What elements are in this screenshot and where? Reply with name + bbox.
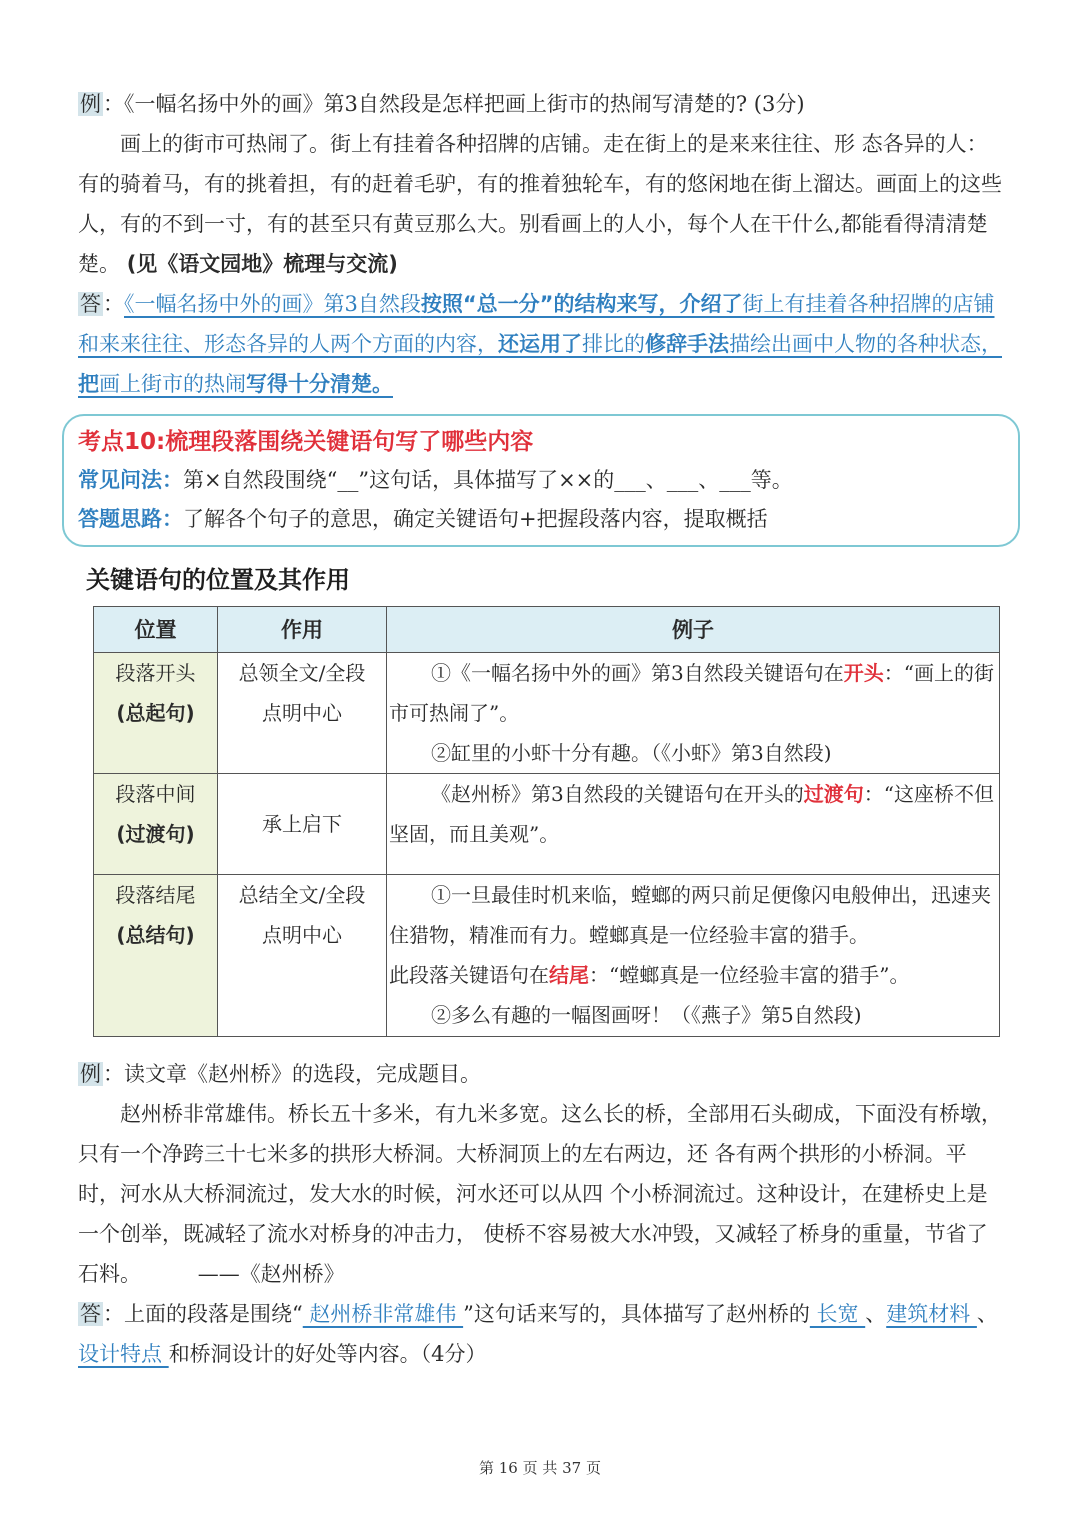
example-highlight: 开头 [843, 661, 884, 685]
position-type: (过渡句) [116, 822, 195, 846]
position-cell [94, 653, 218, 774]
answer-text: ：上面的段落是围绕“ [103, 1302, 303, 1326]
example1-question-text: ：《一幅名扬中外的画》第3自然段是怎样把画上街市的热闹写清楚的? (3分) [103, 92, 805, 116]
example1-question [78, 84, 1004, 124]
example-text: ：“这座桥不但坚固，而且美观”。 [389, 782, 994, 846]
role-line: 点明中心 [262, 923, 342, 947]
example-cell [387, 875, 1000, 1037]
table-row [94, 875, 1000, 1037]
answer-keyword: 按照“总一分”的结构来写，介绍了 [420, 292, 743, 316]
answer-blank: 建筑材料 [886, 1302, 977, 1326]
example-text: 《赵州桥》第3自然段的关键语句在开头的 [431, 782, 804, 806]
header-role: 作用 [218, 607, 387, 653]
answer-part: 画上街市的热闹 [99, 372, 246, 396]
answer-keyword: 修辞手法 [645, 332, 729, 356]
kaodian-question-text: 第×自然段围绕“__”这句话，具体描写了××的___、___、___等。 [183, 468, 793, 492]
role-line: 总领全文/全段 [238, 661, 366, 685]
kaodian-question-line [78, 460, 793, 500]
position-type: (总起句) [116, 701, 195, 725]
answer-part: 《一幅名扬中外的画》第3自然段 [124, 292, 421, 316]
table-heading: 关键语句的位置及其作用 [86, 566, 350, 594]
answer-text: 、 [976, 1302, 998, 1326]
header-example: 例子 [387, 607, 1000, 653]
position-cell [94, 774, 218, 875]
example1-source-note: (见《语文园地》梳理与交流) [126, 252, 398, 276]
example-line [389, 774, 995, 854]
answer-part: 街上有挂着各种招牌的店铺和来来往往、形态各异的人两个方面的内容， [78, 292, 995, 356]
header-position: 位置 [94, 607, 218, 653]
example1-passage-text: 画上的街市可热闹了。街上有挂着各种招牌的店铺。走在街上的是来来往往、形 态各异的人：有的骑着马，有的挑着担，有的赶着毛驴，有的推着独轮车，有的悠闲地在街上溜达。画面上的这些人，有的不到一寸，有的甚至只有黄豆那么大。别看画上的人小，每个人在干什么,都能看得清清楚楚。 [78, 132, 1002, 276]
example1-passage [78, 124, 1004, 284]
role-cell [218, 774, 387, 875]
table-header-row [94, 607, 1000, 653]
position-type: (总结句) [116, 923, 195, 947]
example-line [389, 955, 995, 995]
example2-answer [78, 1294, 1004, 1374]
role-line: 点明中心 [262, 701, 342, 725]
answer-tag: 答 [80, 292, 101, 316]
answer-keyword: 写得十分清楚。 [246, 372, 393, 396]
example1-answer-text [78, 292, 1002, 396]
page-footer: 第 16 页 共 37 页 [478, 1459, 601, 1477]
answer-part: 排比的 [582, 332, 645, 356]
answer-blank: 设计特点 [78, 1342, 169, 1366]
answer-keyword: 把 [78, 372, 99, 396]
kaodian-approach-text: 了解各个句子的意思，确定关键语句+把握段落内容，提取概括 [183, 507, 768, 531]
position-label: 段落中间 [115, 782, 196, 806]
example-tag: 例 [80, 1062, 101, 1086]
example-text: ①《一幅名扬中外的画》第3自然段关键语句在 [431, 661, 844, 685]
answer-text: ”这句话来写的，具体描写了赵州桥的 [463, 1302, 810, 1326]
example-highlight: 结尾 [549, 963, 589, 987]
example-highlight: 过渡句 [803, 782, 864, 806]
answer-blank: 长宽 [809, 1302, 866, 1326]
example-tag: 例 [80, 92, 101, 116]
table-row [94, 774, 1000, 875]
role-line: 总结全文/全段 [238, 883, 366, 907]
example-text: ：“画上的街市可热闹了”。 [389, 661, 994, 725]
position-label: 段落结尾 [115, 883, 196, 907]
key-sentence-table [93, 606, 1000, 1037]
answer-tag: 答 [80, 1302, 101, 1326]
table-row [94, 653, 1000, 774]
answer-part: 描绘出画中人物的各种状态， [729, 332, 1002, 356]
example-line: ②缸里的小虾十分有趣。（《小虾》第3自然段) [431, 741, 832, 765]
example2-question-text: ：读文章《赵州桥》的选段，完成题目。 [103, 1062, 481, 1086]
answer-text: 和桥洞设计的好处等内容。（4分） [168, 1342, 487, 1366]
example2-question [78, 1054, 1004, 1094]
position-label: 段落开头 [115, 661, 196, 685]
kaodian-question-label: 常见问法： [78, 468, 183, 492]
example-line: ①一旦最佳时机来临，螳螂的两只前足便像闪电般伸出，迅速夹住猎物，精准而有力。螳螂真是一位经验丰富的猎手。 [389, 883, 991, 947]
answer-blank: 赵州桥非常雄伟 [302, 1302, 464, 1326]
kaodian-approach-label: 答题思路： [78, 507, 183, 531]
example-cell [387, 653, 1000, 774]
kaodian-approach-line [78, 499, 768, 539]
role-cell [218, 653, 387, 774]
answer-text: 、 [865, 1302, 887, 1326]
example-cell [387, 774, 1000, 875]
example2-passage [78, 1094, 1004, 1294]
example2-passage-text: 赵州桥非常雄伟。桥长五十多米，有九米多宽。这么长的桥，全部用石头砌成，下面没有桥墩，只有一个净跨三十七米多的拱形大桥洞。大桥洞顶上的左右两边，还 各有两个拱形的小桥洞。平时，河水从大桥洞流过，发大水的时候，河水还可以从四 个小桥洞流过。这种设计，在建桥史上是一个创举，既减轻了流水对桥身的冲击力， 使桥不容易被大水冲毁，又减轻了桥身的重量，节省了石料。 [78, 1102, 1002, 1286]
example1-answer: 答：《一幅名扬中外的画》第3自然段按照“总一分”的结构来写，介绍了街上有挂着各种招牌的店铺和来来往往、形态各异的人两个方面的内容，还运用了排比的修辞手法描绘出画中人物的各种状态，把画上街市的热闹写得十分清楚。 [78, 292, 1002, 396]
example-text: ：“螳螂真是一位经验丰富的猎手”。 [589, 963, 910, 987]
role-line: 承上启下 [262, 812, 342, 836]
role-cell [218, 875, 387, 1037]
example-text: 此段落关键语句在 [389, 963, 549, 987]
kaodian-title: 考点10:梳理段落围绕关键语句写了哪些内容 [78, 422, 533, 462]
answer-keyword: 还运用了 [498, 332, 582, 356]
example-line: ②多么有趣的一幅图画呀！（《燕子》第5自然段) [431, 1003, 862, 1027]
example2-source: ——《赵州桥》 [197, 1262, 345, 1286]
position-cell [94, 875, 218, 1037]
example-line [389, 653, 995, 733]
